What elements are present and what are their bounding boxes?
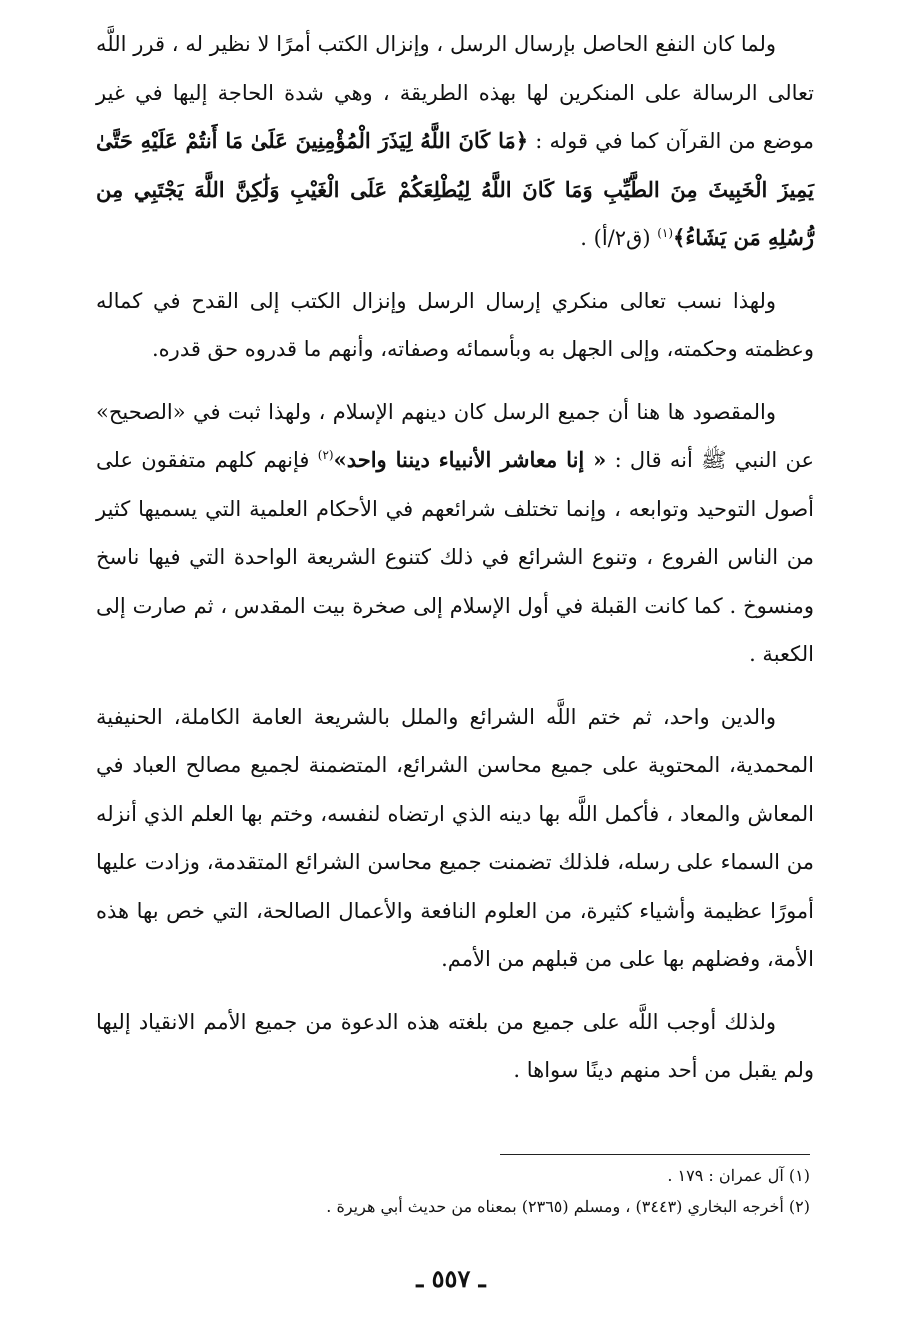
footnote-ref-2: (٢) <box>317 448 334 462</box>
hadith-quote: « إنا معاشر الأنبياء ديننا واحد» <box>333 447 607 472</box>
footnote-divider <box>500 1154 810 1155</box>
paragraph-5: ولذلك أوجب اللَّه على جميع من بلغته هذه الدعوة من جميع الأمم الانقياد إليها ولم يقبل من أحد منهم دينًا سواها . <box>96 1009 814 1082</box>
footnotes <box>96 1160 810 1222</box>
quran-verse: ﴿مَا كَانَ اللَّهُ لِيَذَرَ الْمُؤْمِنِينَ عَلَىٰ مَا أَنتُمْ عَلَيْهِ حَتَّىٰ يَمِيزَ الْخَبِيثَ مِنَ الطَّيِّبِ وَمَا كَانَ اللَّهُ لِيُطْلِعَكُمْ عَلَى الْغَيْبِ وَلَٰكِنَّ اللَّهَ يَجْتَبِي مِن رُّسُلِهِ مَن يَشَاءُ﴾ <box>96 128 814 250</box>
main-text <box>96 20 814 1095</box>
paragraph-2: ولهذا نسب تعالى منكري إرسال الرسل وإنزال الكتب إلى القدح في كماله وعظمته وحكمته، وإلى الجهل به وبأسمائه وصفاته، وأنهم ما قدروه حق قدره. <box>96 288 814 361</box>
paragraph-1 <box>96 20 814 263</box>
paragraph-4: والدين واحد، ثم ختم اللَّه الشرائع والملل بالشريعة العامة الكاملة، الحنيفية المحمدية، المحتوية على جميع محاسن الشرائع، المتضمنة لجميع مصالح العباد في المعاش والمعاد ، فأكمل اللَّه بها دينه الذي ارتضاه لنفسه، وختم بها العلم الذي أنزله من السماء على رسله، فلذلك تضمنت جميع محاسن الشرائع المتقدمة، وزادت عليها أمورًا عظيمة وأشياء كثيرة، من العلوم النافعة والأعمال الصالحة، التي خص بها هذه الأمة، وفضلهم بها على من قبلهم من الأمم. <box>96 704 814 971</box>
footnote-1: (١) آل عمران : ١٧٩ . <box>667 1166 810 1185</box>
footnote-ref-1: (١) <box>657 226 674 240</box>
paragraph-3 <box>96 388 814 679</box>
paragraph-3-text-before: والمقصود ها هنا أن جميع الرسل كان دينهم الإسلام ، ولهذا ثبت في «الصحيح» عن النبي ﷺ أنه قال : <box>96 399 814 472</box>
page-number: ـ ٥٥٧ ـ <box>416 1264 486 1293</box>
paragraph-1-text-after: (ق٢/أ) . <box>580 226 658 250</box>
paragraph-1-text-before: ولما كان النفع الحاصل بإرسال الرسل ، وإنزال الكتب أمرًا لا نظير له ، قرر اللَّه تعالى الرسالة على المنكرين لها بهذه الطريقة ، وهي شدة الحاجة إليها في غير موضع من القرآن كما في قوله : <box>96 32 814 153</box>
footnote-2: (٢) أخرجه البخاري (٣٤٤٣) ، ومسلم (٢٣٦٥) بمعناه من حديث أبي هريرة . <box>326 1197 810 1216</box>
paragraph-3-text-after: فإنهم كلهم متفقون على أصول التوحيد وتوابعه ، وإنما تختلف شرائعهم في الأحكام العلمية التي يسميها كثير من الناس الفروع ، وتنوع الشرائع في ذلك كتنوع الشريعة الواحدة التي فيها ناسخ ومنسوخ . كما كانت القبلة في أول الإسلام إلى صخرة بيت المقدس ، ثم صارت إلى الكعبة . <box>96 448 814 666</box>
